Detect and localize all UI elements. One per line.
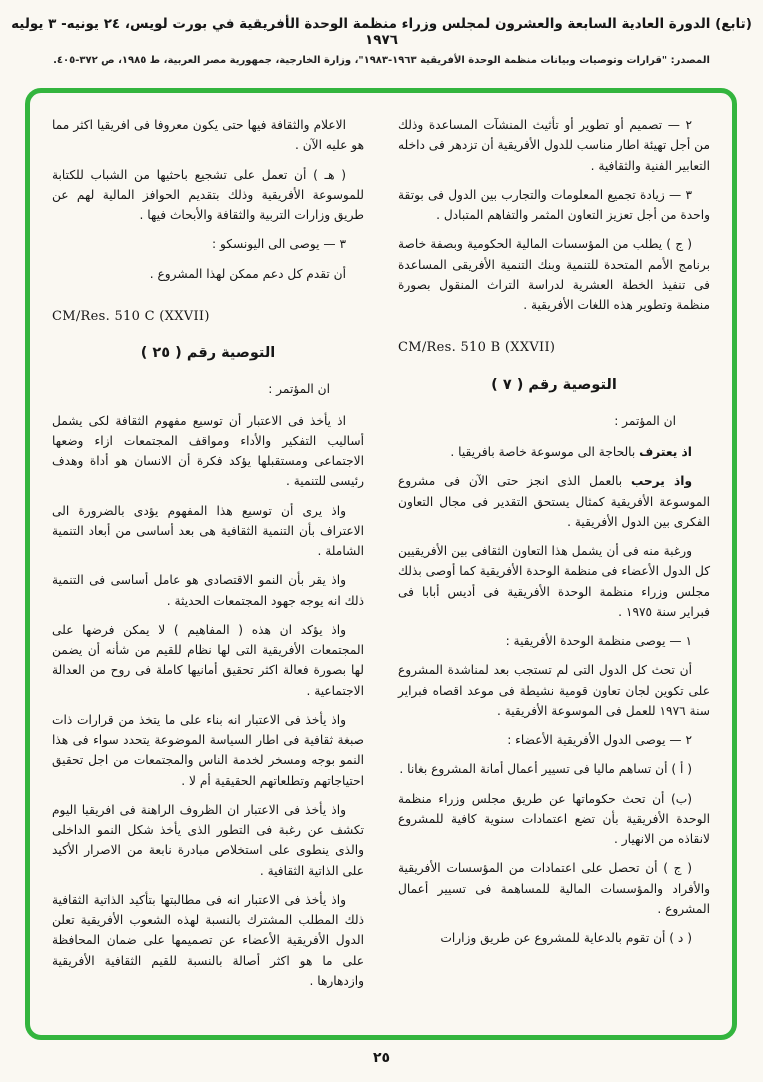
- paragraph: واذ يرحب بالعمل الذى انجز حتى الآن فى مشروع الموسوعة الأفريقية كمثال يستحق التقدير فى مجال التعاون الفكرى بين الدول الأفريقية .: [398, 474, 710, 529]
- paragraph: ورغبة منه فى أن يشمل هذا التعاون الثقافى بين الأفريقيين كل الدول الأعضاء فى منظمة الوحدة الأفريقية كما أوصى بذلك مجلس وزراء منظمة الوحدة الأفريقية فى أديس أبابا فى فبراير سنة ١٩٧٥ .: [397, 544, 710, 619]
- column-left: [52, 115, 364, 1017]
- document-frame: [25, 88, 737, 1040]
- paragraph: (ب) أن تحث حكوماتها عن طريق مجلس وزراء منظمة الوحدة الأفريقية بأن تضع اعتمادات سنوية كافية للمشروع لانقاذه من الانهيار .: [398, 791, 710, 847]
- paragraph: أن تحث كل الدول التى لم تستجب بعد لمناشدة المشروع على تكوين لجان تعاون قومية نشيطة فى موعد اقصاه فبراير سنة ١٩٧٦ للعمل فى الموسوعة الأفريقية .: [398, 663, 710, 718]
- resolution-code: CM/Res. 510 C (XXVII): [52, 308, 210, 324]
- column-right: [398, 115, 710, 1017]
- paragraph-lead: واذ يرحب: [630, 474, 693, 489]
- paragraph: أن تقدم كل دعم ممكن لهذا المشروع .: [149, 266, 346, 281]
- page-number: ٢٥: [372, 1050, 391, 1066]
- paragraph: ( د ) أن تقوم بالدعاية للمشروع عن طريق وزارات: [440, 931, 692, 946]
- paragraph: اذ يأخذ فى الاعتبار أن توسيع مفهوم الثقافة لكى يشمل أساليب التفكير والأداء ومواقف المجتمعات ازاء وضعها الاجتماعى ومستقبلها يؤكد فكرة أن الانسان هو أداة وهدف رئيسى للتنمية .: [52, 413, 364, 489]
- paragraph: واذ يؤكد ان هذه ( المفاهيم ) لا يمكن فرضها على المجتمعات الأفريقية التى لها نظام للقيم من شأنه أن يضمن لها بصورة فعالة اكثر تحقيق أمانيها كاملة فى روح من العدالة الاجتماعية .: [52, 622, 364, 698]
- paragraph: ( أ ) أن تساهم ماليا فى تسيير أعمال أمانة المشروع بغانا .: [399, 762, 692, 777]
- paragraph: واذ يقر بأن النمو الاقتصادى هو عامل أساسى فى التنمية ذلك انه يوجه جهود المجتمعات الحديثة .: [52, 573, 364, 608]
- document-title: (تابع) الدورة العادية السابعة والعشرون لمجلس وزراء منظمة الوحدة الأفريقية في بورت لويس، ٢٤ يونيه- ٣ يوليه ١٩٧٦: [11, 16, 752, 48]
- paragraph: ان المؤتمر :: [614, 413, 676, 428]
- paragraph: ٢ — يوصى الدول الأفريقية الأعضاء :: [507, 733, 692, 748]
- source-citation: المصدر: "قرارات وتوصيات وبيانات منظمة الوحدة الأفريقية ١٩٦٣-١٩٨٣"، وزارة الخارجية، جمهورية مصر العربية، ط ١٩٨٥، ص ٣٧٢-٤٠٥.: [53, 55, 710, 66]
- recommendation-heading: التوصية رقم ( ٧ ): [491, 376, 617, 393]
- paragraph: الاعلام والثقافة فيها حتى يكون معروفا فى افريقيا اكثر مما هو عليه الآن .: [52, 118, 364, 153]
- paragraph: ٣ — يوصى الى اليونسكو :: [211, 237, 346, 252]
- paragraph: ١ — يوصى منظمة الوحدة الأفريقية :: [505, 634, 692, 649]
- resolution-code: CM/Res. 510 B (XXVII): [398, 340, 556, 356]
- paragraph: ( ج ) أن تحصل على اعتمادات من المؤسسات الأفريقية والأفراد والمؤسسات المالية للمساهمة فى تسيير أعمال المشروع .: [398, 861, 710, 916]
- paragraph: واذ يأخذ فى الاعتبار ان الظروف الراهنة فى افريقيا اليوم تكشف عن رغبة فى التطور الذى يأخذ شكل النمو الداخلى والذى ينطوى على استخلاص مبادرة نابعة من الاصرار الأكيد على الذاتية الثقافية .: [52, 802, 364, 878]
- paragraph: ان المؤتمر :: [268, 382, 330, 397]
- text-columns: [52, 115, 710, 1017]
- paragraph: واذ يأخذ فى الاعتبار انه فى مطالبتها بتأكيد الذاتية الثقافية ذلك المطلب المشترك بالنسبة لهذه الشعوب الأفريقية تعلن الدول الأفريقية الأعضاء عن تصميمها على ضمان المحافظة على ما هو اكثر أصالة بالنسبة للقيم الثقافية الأفريقية وازدهارها .: [52, 892, 364, 988]
- paragraph: واذ يأخذ فى الاعتبار انه بناء على ما يتخذ من قرارات ذات صبغة ثقافية فى اطار السياسة الموضوعة يتحدد سواء فى هذا النمو بوجه ومسخر لخدمة الناس والمجتمعات من اجل تحقيق احتياجاتهم وتطلعاتهم الحقيقية أم لا .: [52, 712, 364, 788]
- paragraph: ٣ — زيادة تجميع المعلومات والتجارب بين الدول فى بوتقة واحدة من أجل تعزيز التعاون المثمر والتفاهم المتبادل .: [398, 187, 710, 222]
- paragraph: ( هـ ) أن تعمل على تشجيع باحثيها من الشباب للكتابة للموسوعة الأفريقية وذلك بتقديم الحوافز المالية لهم عن طريق وزارات التربية والثقافة والأبحاث فيها .: [52, 167, 364, 222]
- paragraph: ( ج ) يطلب من المؤسسات المالية الحكومية وبصفة خاصة برنامج الأمم المتحدة للتنمية وبنك التنمية الأفريقى المساعدة فى تنفيذ الخطة العشرية لدراسة التراث المنقول بصورة منظمة وتطوير هذه اللغات الأفريقية .: [398, 237, 710, 312]
- recommendation-heading: التوصية رقم ( ٢٥ ): [140, 345, 276, 362]
- paragraph-lead: اذ يعترف: [639, 445, 692, 460]
- page-header: [0, 0, 763, 66]
- paragraph: اذ يعترف بالحاجة الى موسوعة خاصة بافريقيا .: [450, 445, 692, 460]
- paragraph: ٢ — تصميم أو تطوير أو تأثيث المنشآت المساعدة وذلك من أجل تهيئة اطار مناسب للدول الأفريقية أن تزدهر فى داخله التعابير الفنية والثقافية .: [398, 118, 710, 173]
- paragraph: واذ يرى أن توسيع هذا المفهوم يؤدى بالضرورة الى الاعتراف بأن التنمية الثقافية هى بعد أساسى من أبعاد التنمية الشاملة .: [52, 503, 364, 559]
